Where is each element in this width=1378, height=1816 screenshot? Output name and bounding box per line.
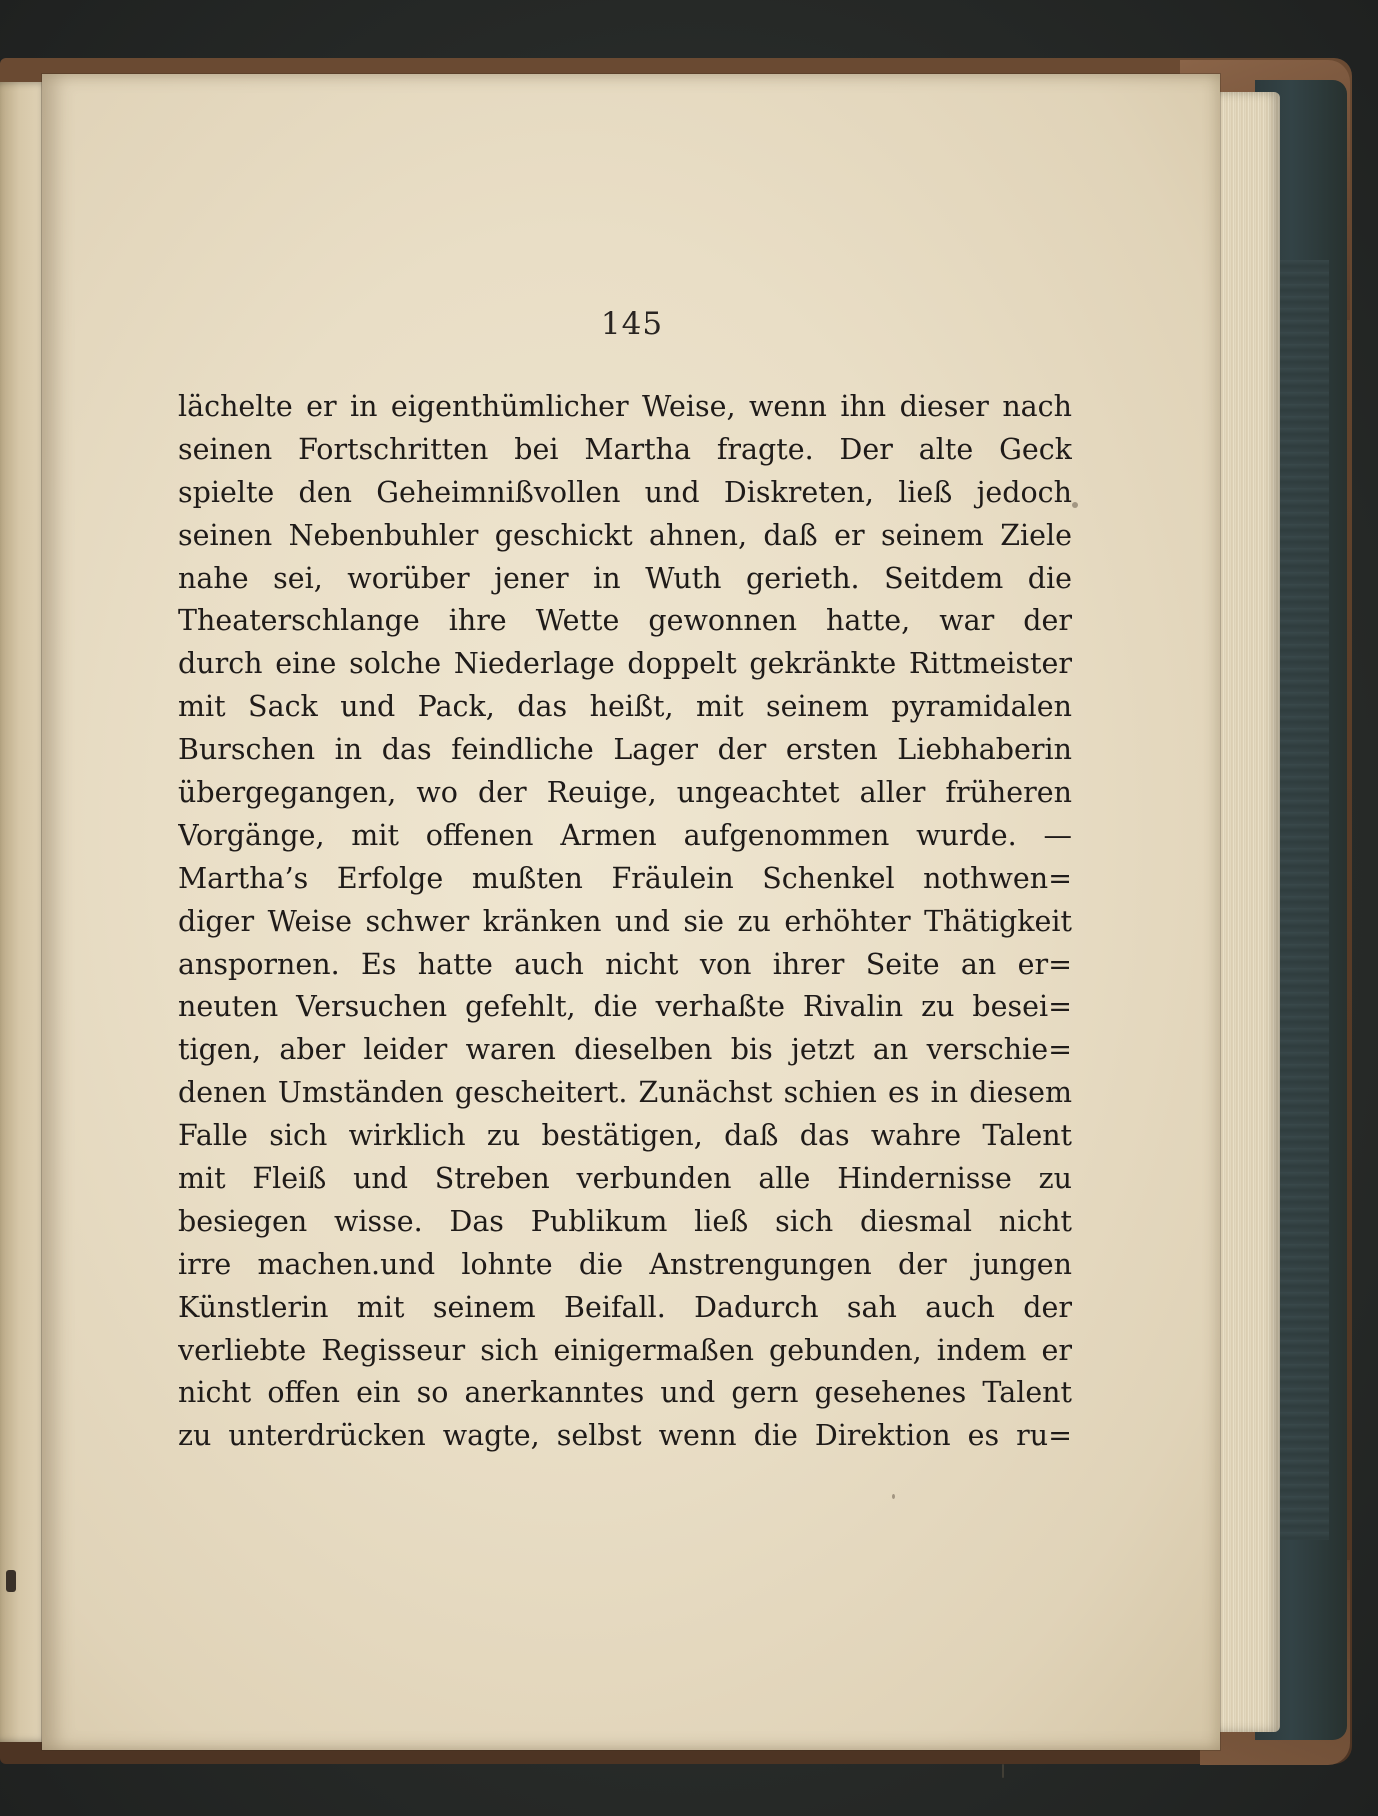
text-line: zu unterdrücken wagte, selbst wenn die Direktion es ru= [178,1419,1072,1453]
left-page-sliver [0,82,48,1742]
text-line: Theaterschlange ihre Wette gewonnen hatte, war der [178,604,1072,638]
text-line: nahe sei, worüber jener in Wuth gerieth. Seitdem die [178,561,1072,595]
text-line: irre machen.und lohnte die Anstrengungen der jungen [178,1247,1072,1281]
text-line: lächelte er in eigenthümlicher Weise, wenn ihn dieser nach [178,390,1072,423]
text-line: Künstlerin mit seinem Beifall. Dadurch sah auch der [178,1290,1072,1324]
page-mark [6,1570,16,1592]
text-line: diger Weise schwer kränken und sie zu erhöhter Thätigkeit [178,904,1072,938]
text-line: Vorgänge, mit offenen Armen aufgenommen wurde. — [178,818,1072,852]
text-line: denen Umständen gescheitert. Zunächst schien es in diesem [178,1076,1072,1110]
text-line: mit Fleiß und Streben verbunden alle Hindernisse zu [178,1162,1072,1196]
text-line: tigen, aber leider waren dieselben bis jetzt an verschie= [178,1033,1072,1067]
text-line: spielte den Geheimnißvollen und Diskreten, ließ jedoch [178,475,1072,509]
paper-speck [892,1494,895,1499]
book-page [42,74,1220,1750]
text-line: Martha’s Erfolge mußten Fräulein Schenkel nothwen= [178,861,1072,895]
text-line: Burschen in das feindliche Lager der ersten Liebhaberin [178,733,1072,767]
paper-speck [1072,502,1078,508]
text-line: Falle sich wirklich zu bestätigen, daß das wahre Talent [178,1119,1072,1153]
page-number: 145 [600,306,664,342]
text-line: anspornen. Es hatte auch nicht von ihrer Seite an er= [178,947,1072,981]
text-line: seinen Nebenbuhler geschickt ahnen, daß er seinem Ziele [178,518,1072,552]
paper-speck [1002,1764,1004,1778]
text-line: mit Sack und Pack, das heißt, mit seinem pyramidalen [178,690,1072,724]
text-line: seinen Fortschritten bei Martha fragte. Der alte Geck [178,432,1072,466]
body-text [178,386,1072,1458]
text-line: übergegangen, wo der Reuige, ungeachtet aller früheren [178,776,1072,810]
text-line: verliebte Regisseur sich einigermaßen gebunden, indem er [178,1333,1072,1367]
text-line: nicht offen ein so anerkanntes und gern gesehenes Talent [178,1376,1072,1410]
text-line: neuten Versuchen gefehlt, die verhaßte Rivalin zu besei= [178,990,1072,1024]
text-line: besiegen wisse. Das Publikum ließ sich diesmal nicht [178,1204,1072,1238]
text-line: durch eine solche Niederlage doppelt gekränkte Rittmeister [178,647,1072,681]
